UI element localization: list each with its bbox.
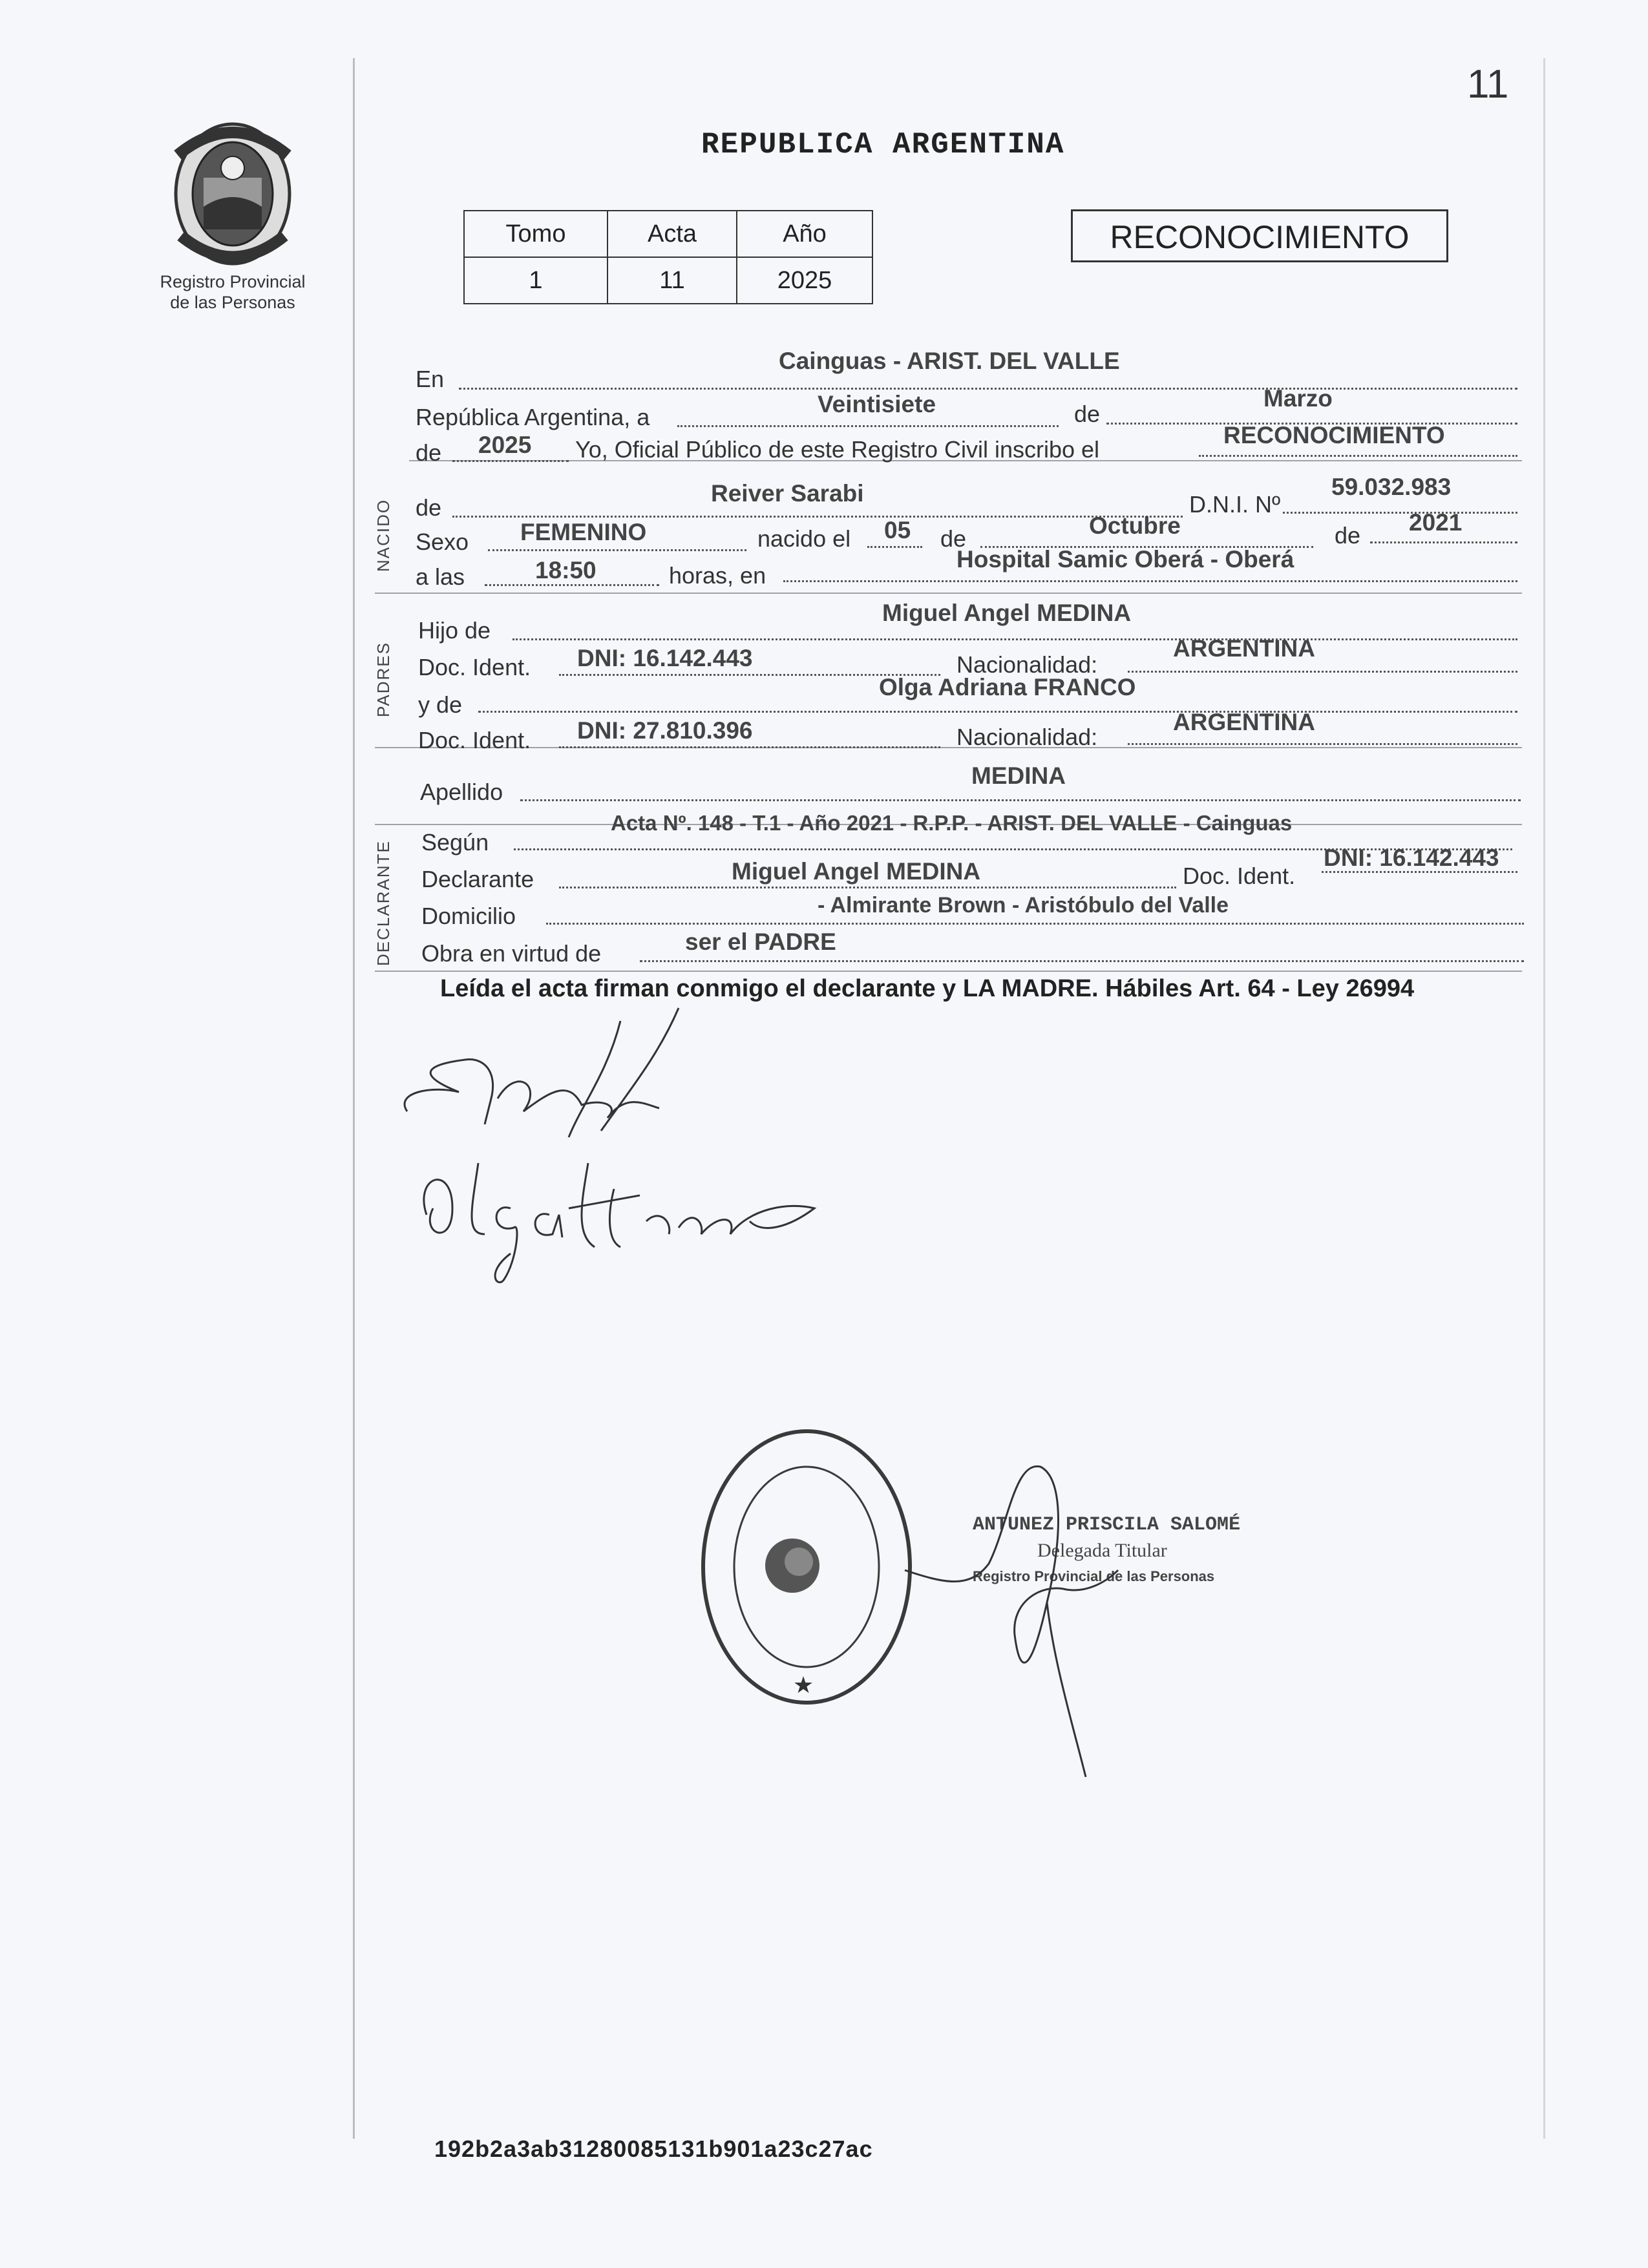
dotted-line (485, 584, 659, 586)
side-label-padres: PADRES (374, 642, 393, 717)
official-signature (892, 1454, 1150, 1790)
value-apellido: MEDINA (971, 762, 1066, 789)
table-row (464, 257, 872, 304)
dotted-line (1128, 671, 1517, 673)
declarant-signature (388, 995, 724, 1144)
dotted-line (1322, 871, 1517, 873)
label-y-de: y de (418, 691, 463, 718)
value-madre: Olga Adriana FRANCO (879, 674, 1136, 700)
value-domicilio: - Almirante Brown - Aristóbulo del Valle (818, 893, 1229, 918)
label-apellido: Apellido (420, 779, 503, 805)
label-dni: D.N.I. Nº (1189, 491, 1281, 518)
table-header: Acta (607, 211, 737, 257)
label-nacionalidad-padre: Nacionalidad: (956, 651, 1098, 678)
label-oficial: Yo, Oficial Público de este Registro Civil inscribo el (575, 436, 1100, 463)
value-nac-anio: 2021 (1409, 509, 1463, 536)
page-number: 11 (1467, 62, 1509, 107)
table-cell: 11 (607, 257, 737, 304)
registry-oval-stamp (690, 1418, 923, 1716)
value-nac-mes: Octubre (1089, 512, 1181, 539)
dotted-line (1128, 743, 1517, 745)
label-en: En (416, 366, 445, 392)
record-type-box: RECONOCIMIENTO (1071, 209, 1448, 262)
value-sexo: FEMENINO (520, 519, 647, 545)
dotted-line (478, 711, 1517, 713)
label-doc-ident-madre: Doc. Ident. (418, 727, 531, 753)
dotted-line (559, 746, 940, 748)
dotted-line (1283, 512, 1517, 514)
value-anio: 2025 (478, 432, 532, 458)
dotted-line (488, 549, 746, 551)
value-mes: Marzo (1263, 385, 1333, 412)
label-segun: Según (421, 829, 489, 856)
label-doc-ident-declarante: Doc. Ident. (1183, 863, 1296, 889)
value-padre: Miguel Angel MEDINA (882, 600, 1132, 626)
label-a-las: a las (416, 563, 465, 590)
label-horas-en: horas, en (669, 562, 766, 589)
emblem-caption (129, 271, 336, 313)
label-de-anio: de (416, 439, 442, 466)
dotted-line (640, 960, 1524, 962)
dotted-line (559, 887, 1176, 888)
mother-signature (401, 1137, 892, 1292)
dotted-line (1199, 455, 1517, 457)
record-table (463, 210, 873, 304)
value-segun: Acta Nº. 148 - T.1 - Año 2021 - R.P.P. - ARIST. DEL VALLE - Cainguas (611, 811, 1293, 835)
value-madre-nac: ARGENTINA (1173, 709, 1315, 735)
label-de-mes: de (1074, 401, 1101, 427)
left-margin-line (353, 58, 355, 2139)
label-declarante: Declarante (421, 866, 534, 892)
emblem-caption-line: de las Personas (170, 293, 295, 312)
label-de1: de (940, 525, 967, 552)
label-hijo-de: Hijo de (418, 617, 491, 644)
label-de-nombre: de (416, 494, 442, 521)
side-label-declarante: DECLARANTE (374, 840, 393, 966)
dotted-line (520, 799, 1521, 801)
value-nombre: Reiver Sarabi (711, 480, 864, 507)
table-cell: 1 (464, 257, 607, 304)
dotted-line (452, 516, 1183, 518)
official-title: Delegada Titular (1037, 1540, 1167, 1561)
value-declarante: Miguel Angel MEDINA (732, 858, 981, 885)
dotted-line (546, 923, 1524, 925)
dotted-line (783, 580, 1517, 582)
label-de2: de (1335, 522, 1361, 549)
document-hash: 192b2a3ab31280085131b901a23c27ac (434, 2136, 873, 2162)
dotted-line (677, 425, 1059, 427)
label-sexo: Sexo (416, 529, 469, 555)
value-padre-doc: DNI: 16.142.443 (577, 645, 753, 671)
value-acto: RECONOCIMIENTO (1223, 422, 1445, 448)
province-emblem (165, 116, 301, 278)
emblem-caption-line: Registro Provincial (160, 272, 306, 291)
table-cell: 2025 (737, 257, 872, 304)
label-doc-ident-padre: Doc. Ident. (418, 654, 531, 680)
label-obra: Obra en virtud de (421, 940, 602, 967)
value-declarante-doc: DNI: 16.142.443 (1324, 845, 1499, 871)
dotted-line (867, 546, 922, 548)
side-label-nacido: NACIDO (374, 498, 393, 572)
section-divider (375, 747, 1522, 748)
table-header: Año (737, 211, 872, 257)
value-dia: Veintisiete (818, 391, 936, 417)
section-divider (375, 971, 1522, 972)
table-row (464, 211, 872, 257)
table-header: Tomo (464, 211, 607, 257)
label-domicilio: Domicilio (421, 903, 516, 929)
value-lugar-nac: Hospital Samic Oberá - Oberá (956, 546, 1294, 572)
official-name: ANTUNEZ PRISCILA SALOMÉ (973, 1514, 1241, 1536)
value-obra: ser el PADRE (685, 929, 836, 955)
label-republica: República Argentina, a (416, 404, 650, 430)
value-hora: 18:50 (535, 557, 597, 583)
dotted-line (459, 388, 1517, 390)
value-padre-nac: ARGENTINA (1173, 635, 1315, 662)
closing-statement: Leída el acta firman conmigo el declarante y LA MADRE. Hábiles Art. 64 - Ley 26994 (440, 975, 1415, 1002)
dotted-line (452, 460, 569, 462)
label-nacido-el: nacido el (757, 525, 851, 552)
label-nacionalidad-madre: Nacionalidad: (956, 724, 1098, 750)
value-nac-dia: 05 (884, 517, 911, 543)
right-margin-line (1543, 58, 1545, 2139)
section-divider (375, 593, 1522, 594)
page-heading: REPUBLICA ARGENTINA (701, 128, 1065, 162)
value-lugar: Cainguas - ARIST. DEL VALLE (779, 348, 1120, 374)
value-dni: 59.032.983 (1331, 474, 1452, 500)
value-madre-doc: DNI: 27.810.396 (577, 717, 753, 744)
dotted-line (1370, 541, 1517, 543)
stamp-star: ★ (792, 1672, 814, 1698)
official-office: Registro Provincial de las Personas (973, 1568, 1215, 1584)
dotted-line (512, 638, 1517, 640)
